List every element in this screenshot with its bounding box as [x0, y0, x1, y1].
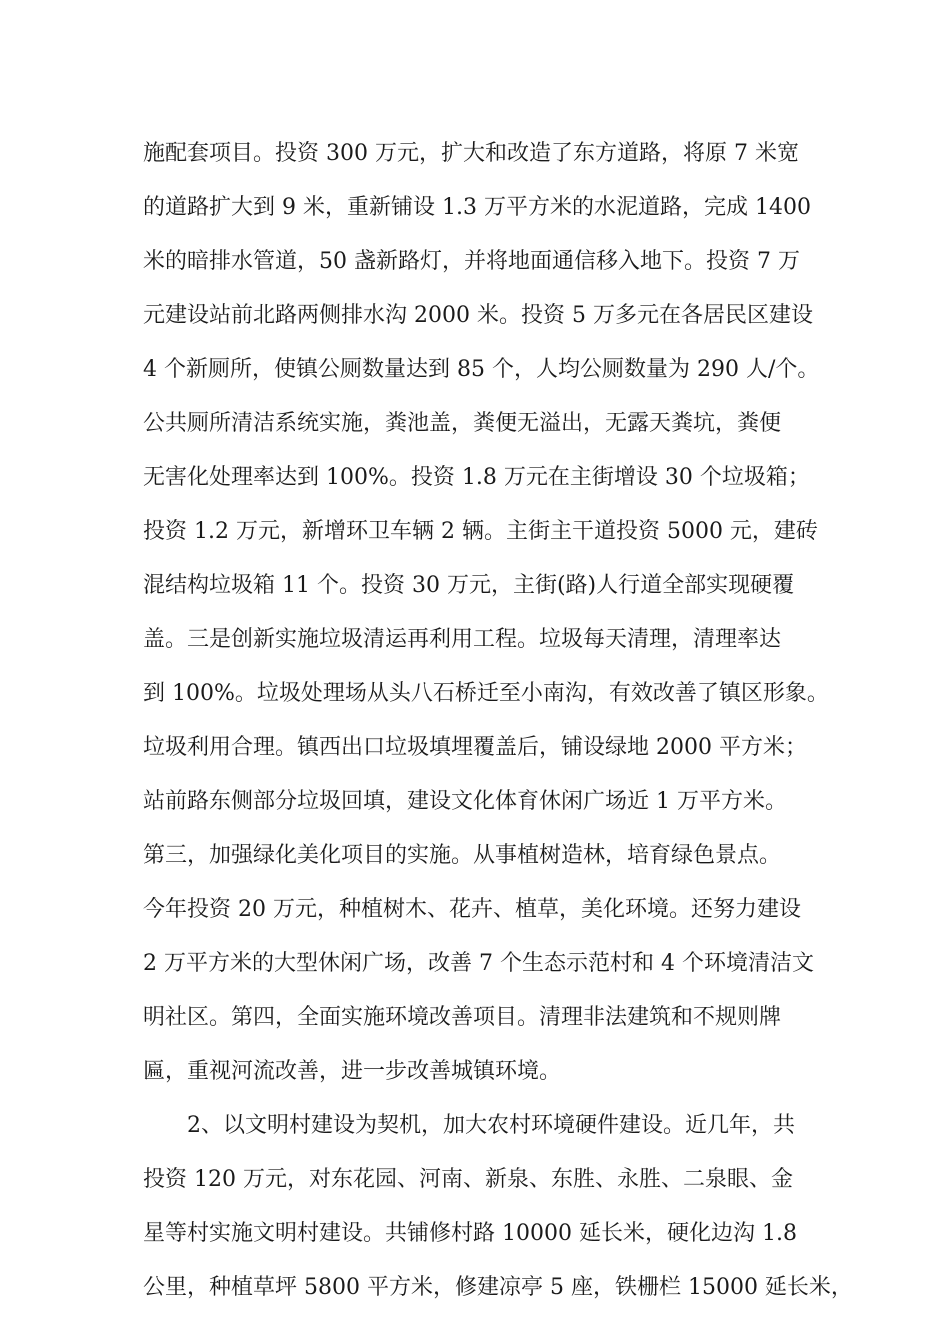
text-line: 盖。三是创新实施垃圾清运再利用工程。垃圾每天清理，清理率达 — [143, 627, 782, 652]
text-line: 4 个新厕所，使镇公厕数量达到 85 个，人均公厕数量为 290 人/个。 — [143, 357, 820, 382]
text-line: 公共厕所清洁系统实施，粪池盖，粪便无溢出，无露天粪坑，粪便 — [143, 411, 782, 436]
text-line: 的道路扩大到 9 米，重新铺设 1.3 万平方米的水泥道路，完成 1400 — [143, 195, 811, 220]
text-line: 匾，重视河流改善，进一步改善城镇环境。 — [143, 1059, 562, 1084]
text-line: 到 100%。垃圾处理场从头八石桥迁至小南沟，有效改善了镇区形象。 — [143, 681, 829, 706]
text-line: 无害化处理率达到 100%。投资 1.8 万元在主街增设 30 个垃圾箱； — [143, 465, 810, 490]
text-line: 2 万平方米的大型休闲广场，改善 7 个生态示范村和 4 个环境清洁文 — [143, 951, 814, 976]
text-line: 混结构垃圾箱 11 个。投资 30 万元，主街(路)人行道全部实现硬覆 — [143, 573, 795, 598]
text-line: 元建设站前北路两侧排水沟 2000 米。投资 5 万多元在各居民区建设 — [143, 303, 813, 328]
paragraph-2 — [143, 1099, 853, 1315]
text-line: 投资 120 万元，对东花园、河南、新泉、东胜、永胜、二泉眼、金 — [143, 1167, 793, 1192]
paragraph-1 — [143, 127, 833, 1099]
text-line: 米的暗排水管道，50 盏新路灯，并将地面通信移入地下。投资 7 万 — [143, 249, 800, 274]
text-line: 垃圾利用合理。镇西出口垃圾填埋覆盖后，铺设绿地 2000 平方米； — [143, 735, 807, 760]
text-line: 公里，种植草坪 5800 平方米，修建凉亭 5 座，铁栅栏 15000 延长米， — [143, 1275, 853, 1300]
text-line: 投资 1.2 万元，新增环卫车辆 2 辆。主街主干道投资 5000 元，建砖 — [143, 519, 818, 544]
text-line: 第三，加强绿化美化项目的实施。从事植树造林，培育绿色景点。 — [143, 843, 782, 868]
document-body — [143, 127, 853, 1315]
text-line: 星等村实施文明村建设。共铺修村路 10000 延长米，硬化边沟 1.8 — [143, 1221, 797, 1246]
text-line: 今年投资 20 万元，种植树木、花卉、植草，美化环境。还努力建设 — [143, 897, 801, 922]
text-line-indented: 2、以文明村建设为契机，加大农村环境硬件建设。近几年，共 — [187, 1113, 795, 1138]
text-line: 站前路东侧部分垃圾回填，建设文化体育休闲广场近 1 万平方米。 — [143, 789, 787, 814]
text-line: 明社区。第四，全面实施环境改善项目。清理非法建筑和不规则牌 — [143, 1005, 782, 1030]
text-line: 施配套项目。投资 300 万元，扩大和改造了东方道路，将原 7 米宽 — [143, 141, 799, 166]
